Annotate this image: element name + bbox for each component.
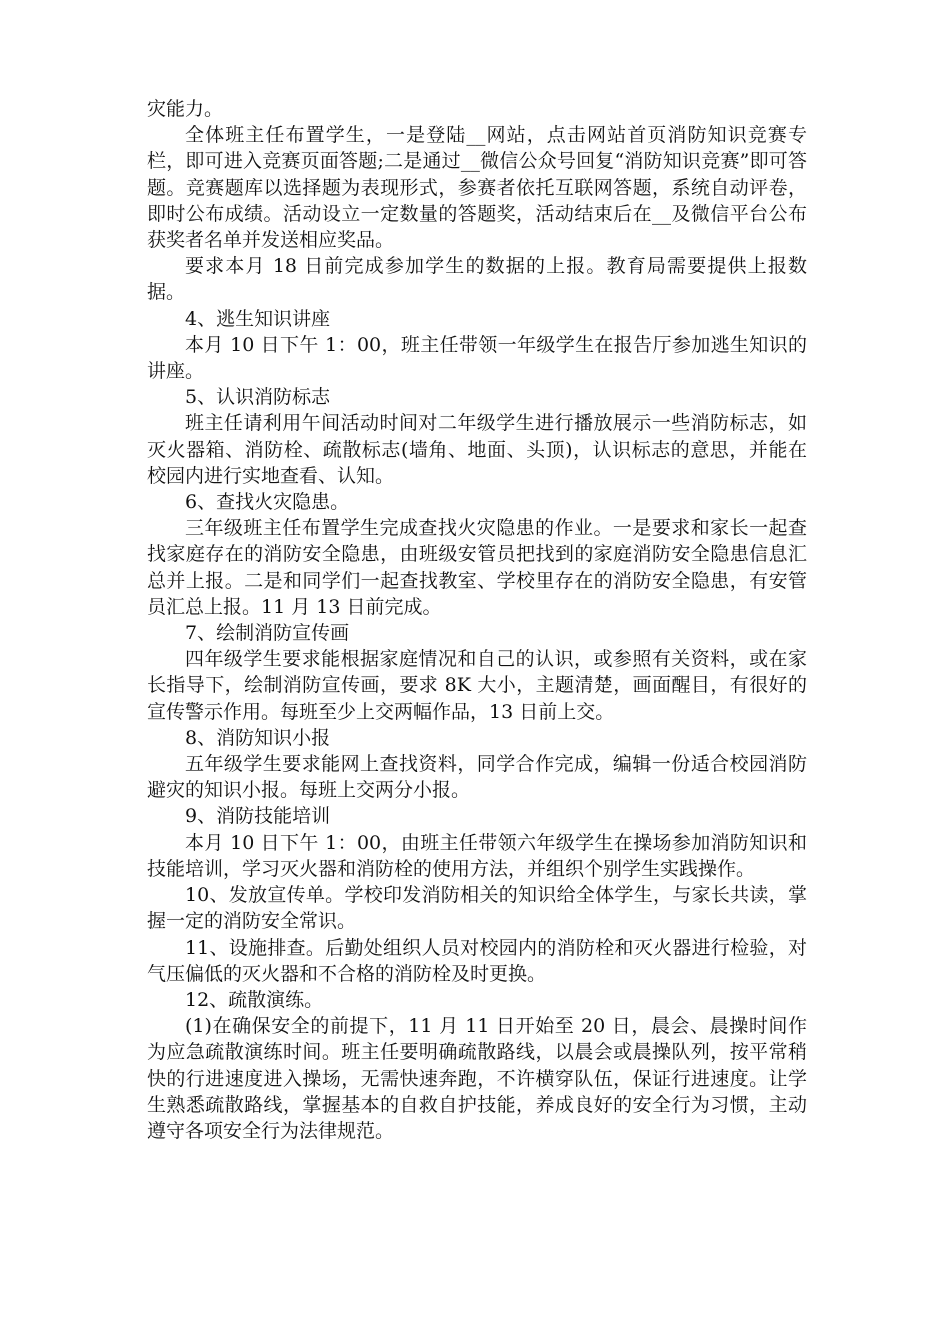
paragraph-facility-check: 11、设施排查。后勤处组织人员对校园内的消防栓和灭火器进行检验，对气压偏低的灭火器和不合格的消防栓及时更换。 bbox=[147, 936, 807, 985]
paragraph-poster: 四年级学生要求能根据家庭情况和自己的认识，或参照有关资料，或在家长指导下，绘制消防宣传画，要求 8K 大小，主题清楚，画面醒目，有很好的宣传警示作用。每班至少上交两幅作品，13 日前上交。 bbox=[147, 648, 807, 723]
heading-evacuation-drill: 12、疏散演练。 bbox=[185, 988, 324, 1011]
paragraph-fire-hazards: 三年级班主任布置学生完成查找火灾隐患的作业。一是要求和家长一起查找家庭存在的消防安全隐患，由班级安管员把找到的家庭消防安全隐患信息汇总并上报。二是和同学们一起查找教室、学校里存在的消防安全隐患，有安管员汇总上报。11 月 13 日前完成。 bbox=[147, 517, 807, 618]
heading-poster: 7、绘制消防宣传画 bbox=[185, 622, 350, 645]
paragraph-skills-training: 本月 10 日下午 1：00，由班主任带领六年级学生在操场参加消防知识和技能培训，学习灭火器和消防栓的使用方法，并组织个别学生实践操作。 bbox=[147, 831, 807, 880]
document-page bbox=[147, 96, 807, 1144]
paragraph-escape-lecture: 本月 10 日下午 1：00，班主任带领一年级学生在报告厅参加逃生知识的讲座。 bbox=[147, 333, 807, 383]
heading-escape-lecture: 4、逃生知识讲座 bbox=[185, 307, 331, 330]
paragraph-evacuation-drill: (1)在确保安全的前提下，11 月 11 日开始至 20 日，晨会、晨操时间作为应急疏散演练时间。班主任要明确疏散路线，以晨会或晨操队列，按平常稍快的行进速度进入操场，无需快速奔跑，不许横穿队伍，保证行进速度。让学生熟悉疏散路线，掌握基本的自救自护技能，养成良好的安全行为习惯，主动遵守各项安全行为法律规范。 bbox=[147, 1015, 807, 1142]
heading-skills-training: 9、消防技能培训 bbox=[185, 805, 331, 828]
paragraph-leaflets: 10、发放宣传单。学校印发消防相关的知识给全体学生，与家长共读，掌握一定的消防安全常识。 bbox=[147, 884, 807, 933]
heading-newsletter: 8、消防知识小报 bbox=[185, 726, 331, 749]
paragraph-continuation: 灾能力。 bbox=[147, 98, 224, 120]
paragraph-data-report: 要求本月 18 日前完成参加学生的数据的上报。教育局需要提供上报数据。 bbox=[147, 255, 807, 304]
paragraph-quiz-instructions: 全体班主任布置学生，一是登陆__网站，点击网站首页消防知识竞赛专栏，即可进入竞赛页面答题;二是通过__微信公众号回复“消防知识竞赛”即可答题。竞赛题库以选择题为表现形式，参赛者依托互联网答题，系统自动评卷，即时公布成绩。活动设立一定数量的答题奖，活动结束后在__及微信平台公布获奖者名单并发送相应奖品。 bbox=[147, 124, 807, 252]
heading-fire-hazards: 6、查找火灾隐患。 bbox=[185, 491, 350, 514]
heading-fire-signs: 5、认识消防标志 bbox=[185, 386, 331, 409]
paragraph-fire-signs: 班主任请利用午间活动时间对二年级学生进行播放展示一些消防标志，如灭火器箱、消防栓、疏散标志(墙角、地面、头顶)，认识标志的意思，并能在校园内进行实地查看、认知。 bbox=[147, 412, 807, 487]
paragraph-newsletter: 五年级学生要求能网上查找资料，同学合作完成，编辑一份适合校园消防避灾的知识小报。每班上交两分小报。 bbox=[147, 753, 807, 802]
